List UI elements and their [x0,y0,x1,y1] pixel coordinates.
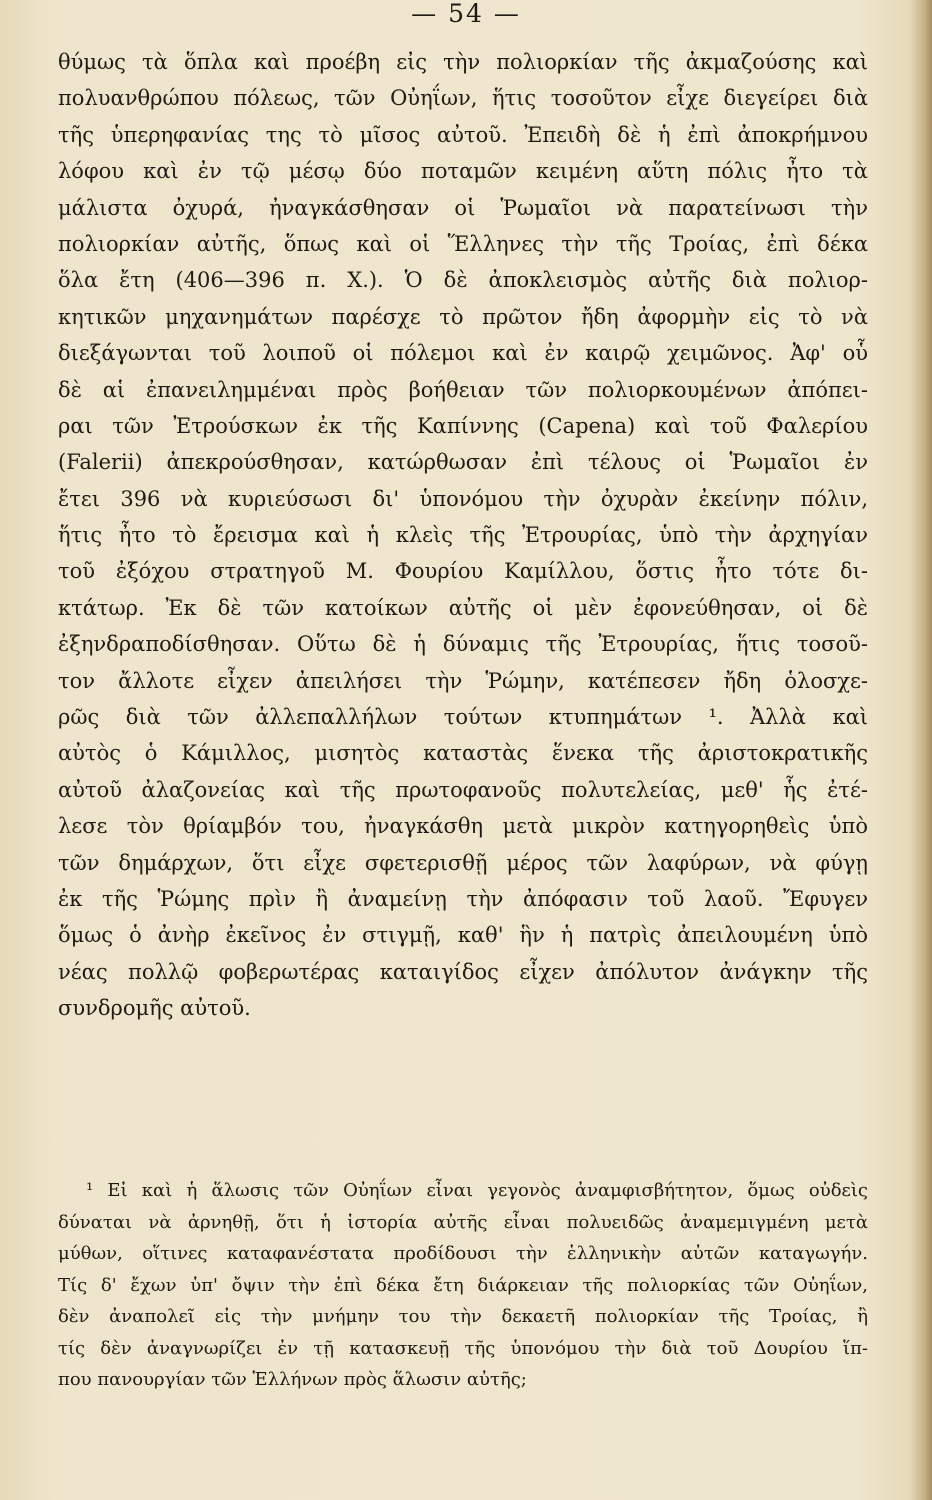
page-edge-shadow [910,0,932,1500]
footnote-line: ¹ Εἰ καὶ ἡ ἅλωσις τῶν Οὐηΐων εἶναι γεγονὸς ἀναμφισβήτητον, ὅμως οὐδεὶς [86,1180,868,1201]
text-line: αὐτοῦ ἀλαζονείας καὶ τῆς πρωτοφανοῦς πολυτελείας, μεθ' ἧς ἐτέ- [58,777,868,802]
text-line: ἐξηνδραποδίσθησαν. Οὕτω δὲ ἡ δύναμις τῆς Ἐτρουρίας, ἥτις τοσοῦ- [58,632,868,657]
footnote-line: μύθων, οἵτινες καταφανέστατα προδίδουσι τὴν ἑλληνικὴν αὐτῶν καταγωγήν. [58,1243,868,1264]
footnote-line: που πανουργίαν τῶν Ἑλλήνων πρὸς ἅλωσιν αὐτῆς; [58,1369,527,1390]
text-line: ὅμως ὁ ἀνὴρ ἐκεῖνος ἐν στιγμῇ, καθ' ἣν ἡ πατρὶς ἀπειλουμένη ὑπὸ [58,923,868,948]
text-line: ἥτις ἦτο τὸ ἔρεισμα καὶ ἡ κλεὶς τῆς Ἐτρουρίας, ὑπὸ τὴν ἀρχηγίαν [58,523,868,548]
page-number: — 54 — [411,0,521,28]
text-line: ἔτει 396 νὰ κυριεύσωσι δι' ὑπονόμου τὴν ὀχυρὰν ἐκείνην πόλιν, [58,486,868,511]
text-line: κτάτωρ. Ἐκ δὲ τῶν κατοίκων αὐτῆς οἱ μὲν ἐφονεύθησαν, οἱ δὲ [58,595,868,620]
text-line: αὐτὸς ὁ Κάμιλλος, μισητὸς καταστὰς ἕνεκα τῆς ἀριστοκρατικῆς [58,741,868,766]
text-line: κητικῶν μηχανημάτων παρέσχε τὸ πρῶτον ἤδη ἀφορμὴν εἰς τὸ νὰ [58,304,868,329]
text-line: τῆς ὑπερηφανίας της τὸ μῖσος αὐτοῦ. Ἐπειδὴ δὲ ἡ ἐπὶ ἀποκρήμνου [58,122,868,147]
footnote-block [58,1175,868,1396]
footnote-line: τίς δὲν ἀναγνωρίζει ἐν τῇ κατασκευῇ τῆς ὑπονόμου τὴν διὰ τοῦ Δουρίου ἵπ- [58,1337,868,1359]
text-line: ραι τῶν Ἐτρούσκων ἐκ τῆς Καπίννης (Capena) καὶ τοῦ Φαλερίου [58,413,868,438]
text-line: ρῶς διὰ τῶν ἀλλεπαλλήλων τούτων κτυπημάτων ¹. Ἀλλὰ καὶ [58,705,868,730]
text-line: δὲ αἱ ἐπανειλημμέναι πρὸς βοήθειαν τῶν πολιορκουμένων ἀπόπει- [58,377,868,402]
text-line: λόφου καὶ ἐν τῷ μέσῳ δύο ποταμῶν κειμένη αὕτη πόλις ἦτο τὰ [58,159,868,184]
text-line: τῶν δημάρχων, ὅτι εἶχε σφετερισθῇ μέρος τῶν λαφύρων, νὰ φύγῃ [58,850,868,875]
text-line: λεσε τὸν θρίαμβόν του, ἠναγκάσθη μετὰ μικρὸν κατηγορηθεὶς ὑπὸ [58,814,868,839]
footnote-line: Τίς δ' ἔχων ὑπ' ὄψιν τὴν ἐπὶ δέκα ἔτη διάρκειαν τῆς πολιορκίας τῶν Οὐηΐων, [58,1274,868,1296]
text-line: τοῦ ἐξόχου στρατηγοῦ Μ. Φουρίου Καμίλλου, ὅστις ἦτο τότε δι- [58,559,868,584]
main-text-block [58,44,868,1027]
text-line: νέας πολλῷ φοβερωτέρας καταιγίδος εἶχεν ἀπόλυτον ἀνάγκην τῆς [58,959,868,984]
footnote-line: δύναται νὰ ἀρνηθῇ, ὅτι ἡ ἱστορία αὐτῆς εἶναι πολυειδῶς ἀναμεμιγμένη μετὰ [58,1211,868,1233]
text-line: διεξάγωνται τοῦ λοιποῦ οἱ πόλεμοι καὶ ἐν καιρῷ χειμῶνος. Ἀφ' οὗ [58,341,868,366]
footnote-line: δὲν ἀναπολεῖ εἰς τὴν μνήμην του τὴν δεκαετῆ πολιορκίαν τῆς Τροίας, ἢ [58,1306,868,1327]
text-line: πολιορκίαν αὐτῆς, ὅπως καὶ οἱ Ἕλληνες τὴν τῆς Τροίας, ἐπὶ δέκα [58,231,868,256]
text-line: πολυανθρώπου πόλεως, τῶν Οὐηΐων, ἥτις τοσοῦτον εἶχε διεγείρει διὰ [58,86,868,111]
text-line: ὅλα ἔτη (406—396 π. Χ.). Ὁ δὲ ἀποκλεισμὸς αὐτῆς διὰ πολιορ- [58,268,868,293]
text-line: (Falerii) ἀπεκρούσθησαν, κατώρθωσαν ἐπὶ τέλους οἱ Ῥωμαῖοι ἐν [58,450,868,475]
text-line: ἐκ τῆς Ῥώμης πρὶν ἢ ἀναμείνῃ τὴν ἀπόφασιν τοῦ λαοῦ. Ἔφυγεν [58,886,868,911]
text-line: θύμως τὰ ὅπλα καὶ προέβη εἰς τὴν πολιορκίαν τῆς ἀκμαζούσης καὶ [58,50,868,74]
text-line: τον ἄλλοτε εἶχεν ἀπειλήσει τὴν Ῥώμην, κατέπεσεν ἤδη ὁλοσχε- [58,668,868,693]
text-line: συνδρομῆς αὐτοῦ. [58,996,251,1021]
text-line: μάλιστα ὀχυρά, ἠναγκάσθησαν οἱ Ῥωμαῖοι νὰ παρατείνωσι τὴν [58,195,868,220]
